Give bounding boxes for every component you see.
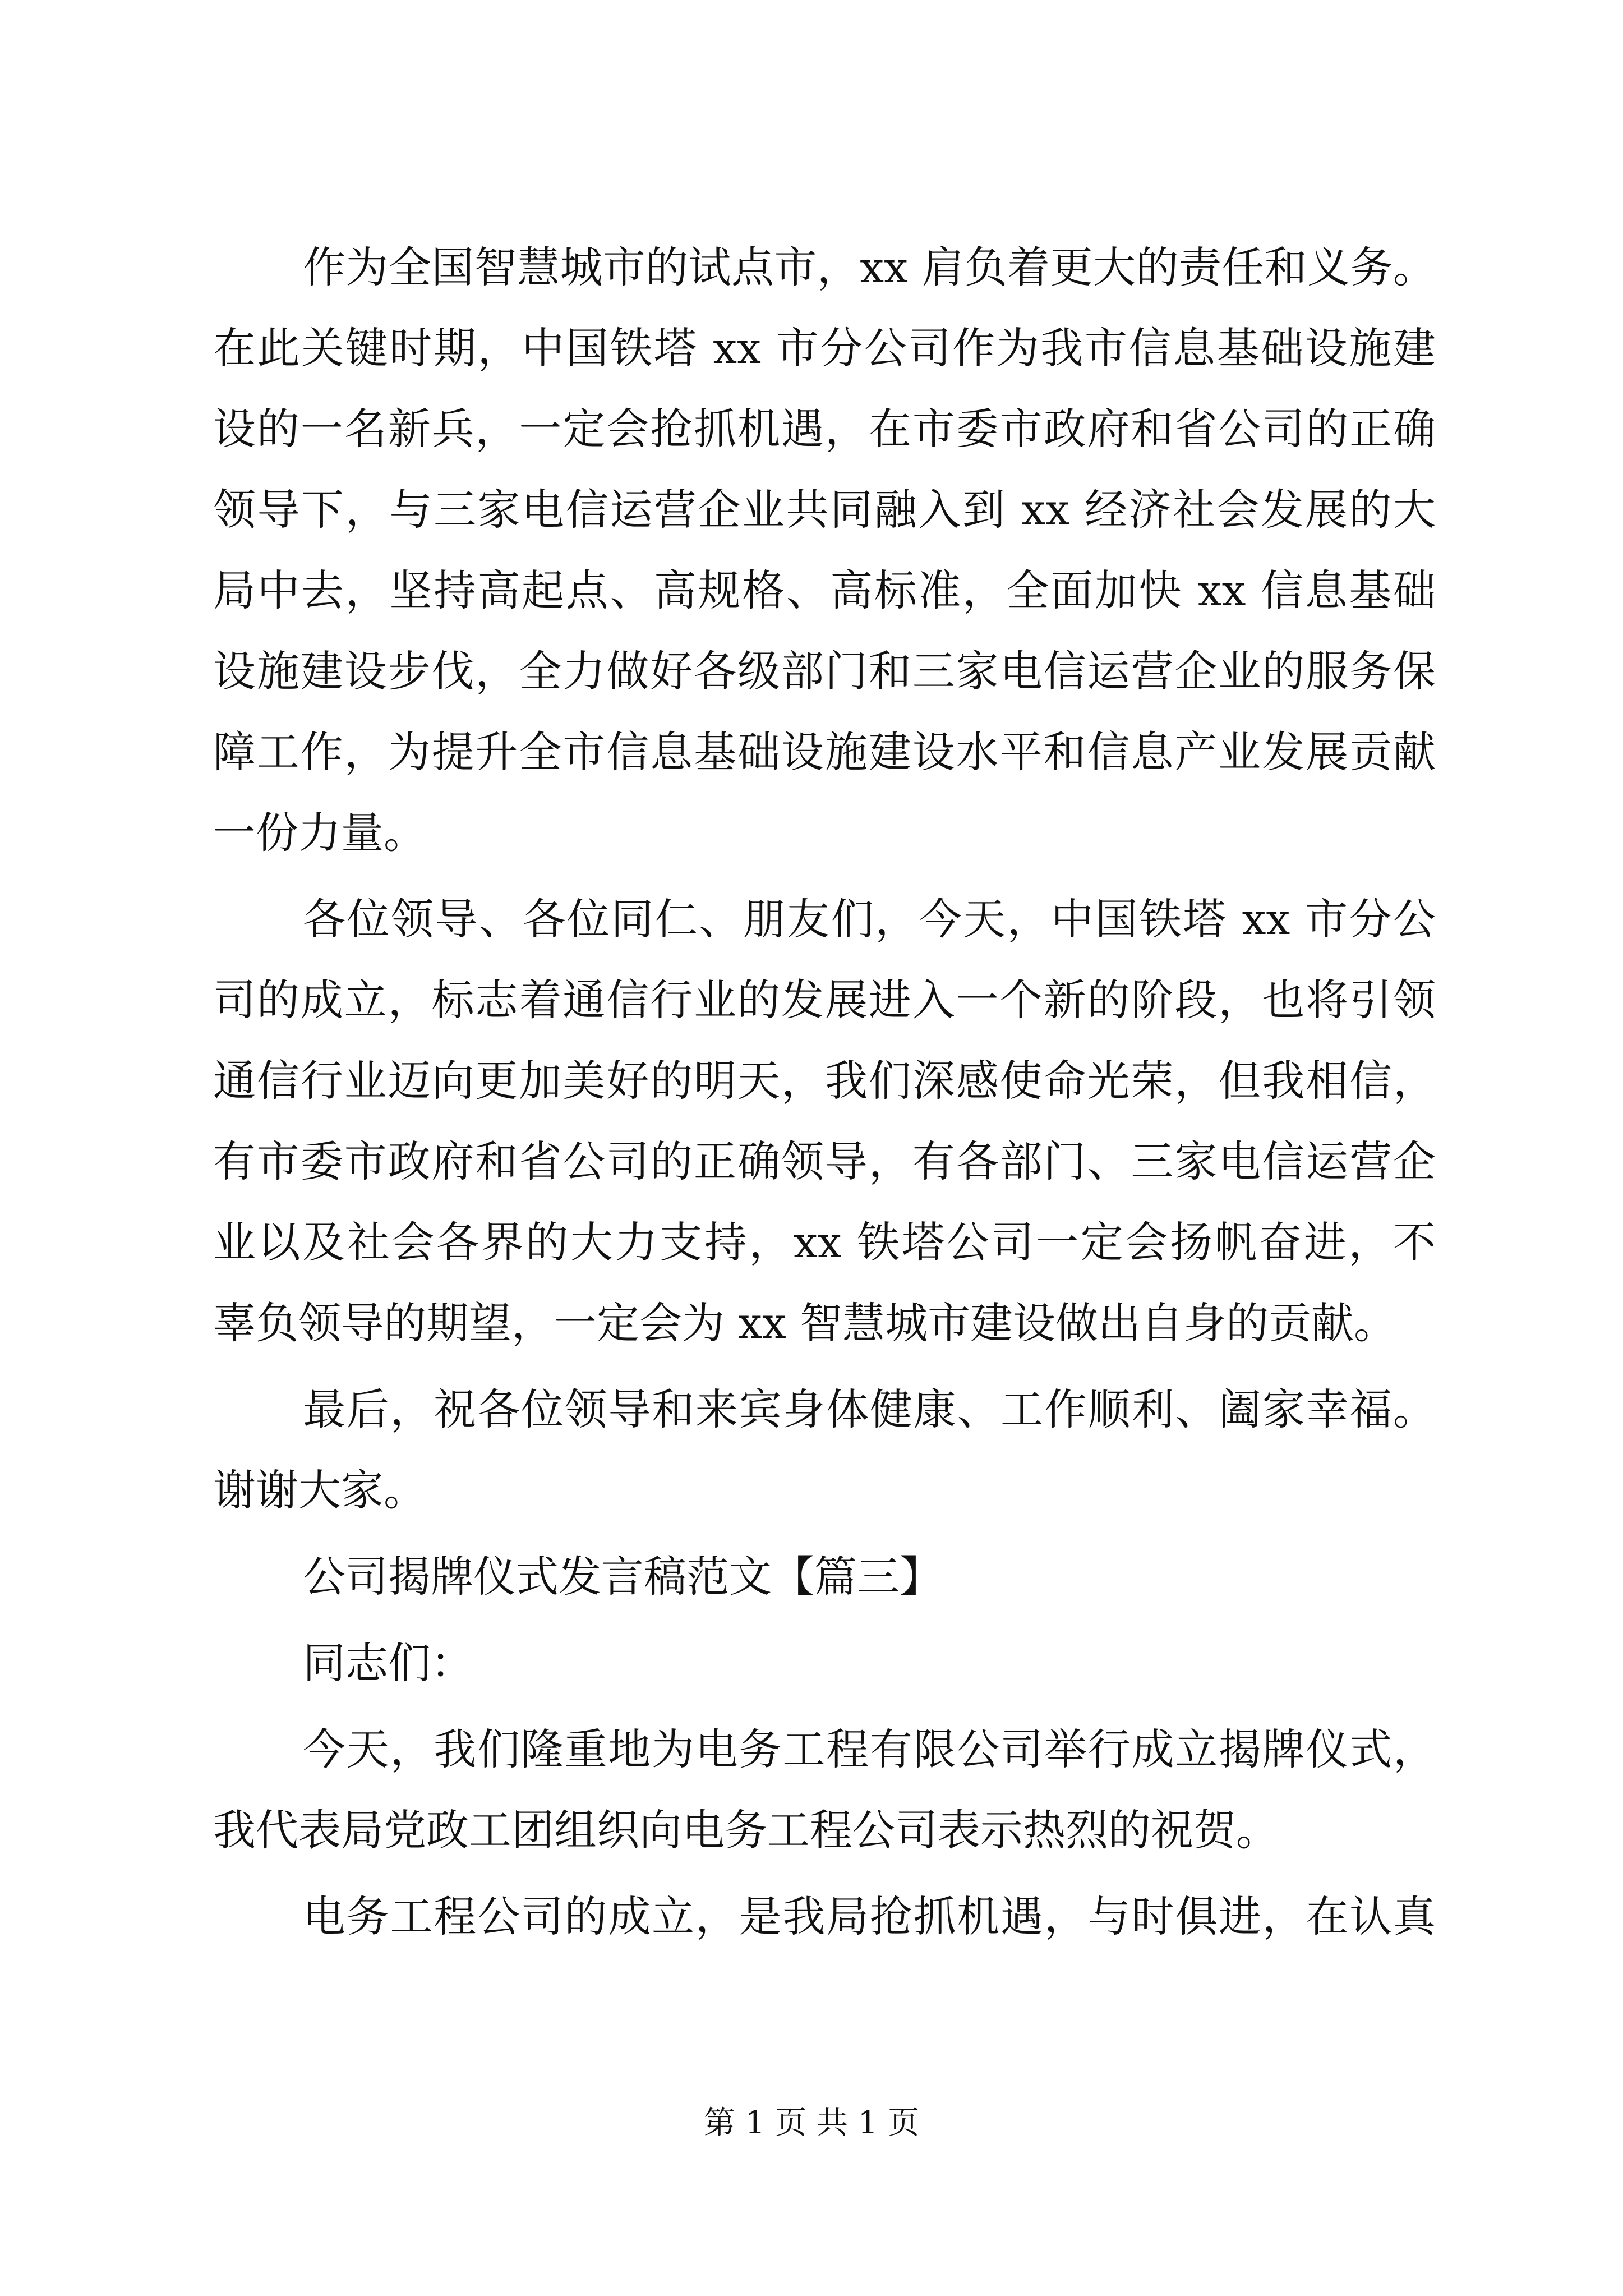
paragraph-line: 谢谢大家。 [213,1465,426,1515]
paragraph-line: 最后，祝各位领导和来宾身体健康、工作顺利、阖家幸福。 [303,1384,1436,1434]
section-heading: 公司揭牌仪式发言稿范文【篇三】 [303,1552,942,1602]
paragraph-line: 今天，我们隆重地为电务工程有限公司举行成立揭牌仪式， [303,1724,1436,1774]
paragraph-line: 司的成立，标志着通信行业的发展进入一个新的阶段，也将引领 [213,975,1436,1025]
paragraph-line: 在此关键时期，中国铁塔 xx 市分公司作为我市信息基础设施建 [213,323,1436,373]
paragraph-line: 有市委市政府和省公司的正确领导，有各部门、三家电信运营企 [213,1137,1436,1186]
paragraph-line: 障工作，为提升全市信息基础设施建设水平和信息产业发展贡献 [213,727,1436,777]
paragraph-line: 通信行业迈向更加美好的明天，我们深感使命光荣，但我相信， [213,1056,1436,1106]
page-number-footer: 第 1 页 共 1 页 [703,2105,920,2141]
paragraph-line: 领导下，与三家电信运营企业共同融入到 xx 经济社会发展的大 [213,485,1436,535]
paragraph-line: 我代表局党政工团组织向电务工程公司表示热烈的祝贺。 [213,1805,1279,1855]
paragraph-line: 业以及社会各界的大力支持，xx 铁塔公司一定会扬帆奋进，不 [213,1217,1436,1267]
paragraph-line: 作为全国智慧城市的试点市，xx 肩负着更大的责任和义务。 [303,242,1436,292]
paragraph-line: 各位领导、各位同仁、朋友们，今天，中国铁塔 xx 市分公 [303,894,1436,944]
paragraph-line: 辜负领导的期望，一定会为 xx 智慧城市建设做出自身的贡献。 [213,1298,1397,1348]
paragraph-line: 设施建设步伐，全力做好各级部门和三家电信运营企业的服务保 [213,646,1436,696]
paragraph-line: 局中去，坚持高起点、高规格、高标准，全面加快 xx 信息基础 [213,565,1436,615]
salutation: 同志们： [303,1638,473,1688]
paragraph-line: 电务工程公司的成立，是我局抢抓机遇，与时俱进，在认真 [303,1892,1436,1941]
paragraph-line: 设的一名新兵，一定会抢抓机遇，在市委市政府和省公司的正确 [213,404,1436,454]
document-body [213,227,1436,1957]
paragraph-line: 一份力量。 [213,808,426,858]
